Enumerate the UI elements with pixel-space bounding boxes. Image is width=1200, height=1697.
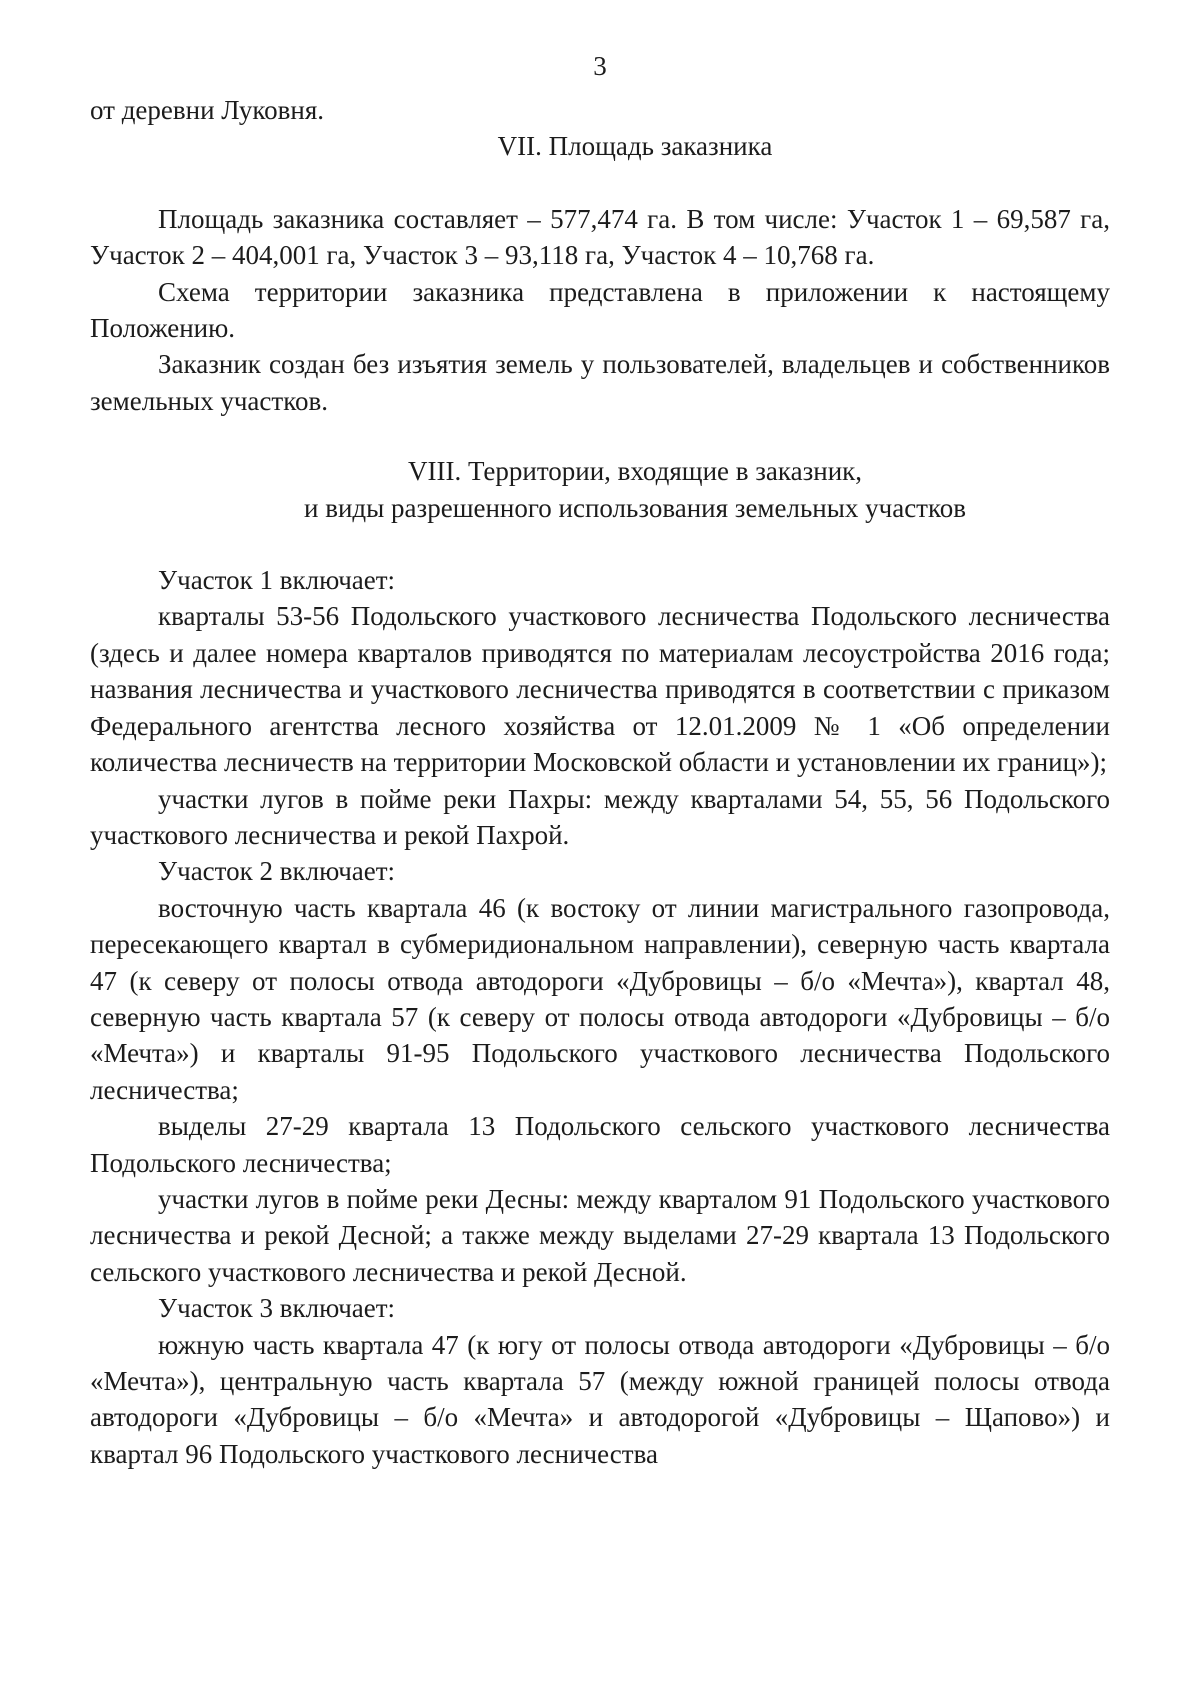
opening-line: от деревни Луковня. — [90, 95, 325, 125]
section-7-heading: VII. Площадь заказника — [497, 131, 773, 162]
plot-2-allotments-paragraph: выделы 27-29 квартала 13 Подольского сельского участкового лесничества Подольского лесничества; — [90, 1111, 1110, 1178]
plot-3-label: Участок 3 включает: — [158, 1293, 396, 1324]
section-8-heading-line-1: VIII. Территории, входящие в заказник, — [407, 456, 863, 487]
scheme-paragraph: Схема территории заказника представлена в приложении к настоящему Положению. — [90, 276, 1110, 344]
plot-2-quarters-paragraph: восточную часть квартала 46 (к востоку от линии магистрального газопровода, пересекающего квартал в субмеридиональном направлении), северную часть квартала 47 (к северу от полосы отвода автодороги «Дубровицы – б/о «Мечта»), квартал 48, северную часть квартала 57 (к северу от полосы отвода автодороги «Дубровицы – б/о «Мечта») и кварталы 91-95 Подольского участкового лесничества Подольского лесничества; — [90, 892, 1110, 1105]
area-total-paragraph: Площадь заказника составляет – 577,474 га. В том числе: Участок 1 – 69,587 га, Участок 2 – 404,001 га, Участок 3 – 93,118 га, Участок 4 – 10,768 га. — [90, 203, 1110, 271]
land-withdrawal-paragraph: Заказник создан без изъятия земель у пользователей, владельцев и собственников земельных участков. — [90, 349, 1110, 416]
plot-2-meadows-paragraph: участки лугов в пойме реки Десны: между кварталом 91 Подольского участкового лесничества и рекой Десной; а также между выделами 27-29 квартала 13 Подольского сельского участкового лесничества и рекой Десной. — [90, 1183, 1110, 1287]
page-number: 3 — [593, 51, 607, 81]
plot-2-label: Участок 2 включает: — [158, 856, 396, 887]
plot-1-label: Участок 1 включает: — [158, 565, 396, 596]
plot-1-quarters-paragraph: кварталы 53-56 Подольского участкового лесничества Подольского лесничества (здесь и далее номера кварталов приводятся по материалам лесоустройства 2016 года; названия лесничества и участкового лесничества приводятся в соответствии с приказом Федерального агентства лесного хозяйства от 12.01.2009 № 1 «Об определении количества лесничеств на территории Московской области и установлении их границ»); — [90, 601, 1110, 778]
document-body — [90, 92, 1110, 1472]
section-8-heading-line-2: и виды разрешенного использования земельных участков — [304, 492, 966, 523]
plot-3-quarters-paragraph: южную часть квартала 47 (к югу от полосы отвода автодороги «Дубровицы – б/о «Мечта»), центральную часть квартала 57 (между южной границей полосы отвода автодороги «Дубровицы – б/о «Мечта» и автодорогой «Дубровицы – Щапово») и квартал 96 Подольского участкового лесничества — [90, 1329, 1110, 1469]
plot-1-meadows-paragraph: участки лугов в пойме реки Пахры: между кварталами 54, 55, 56 Подольского участкового лесничества и рекой Пахрой. — [90, 783, 1110, 850]
section-7-heading-block — [90, 128, 1110, 164]
section-8-heading-block — [90, 453, 1110, 526]
